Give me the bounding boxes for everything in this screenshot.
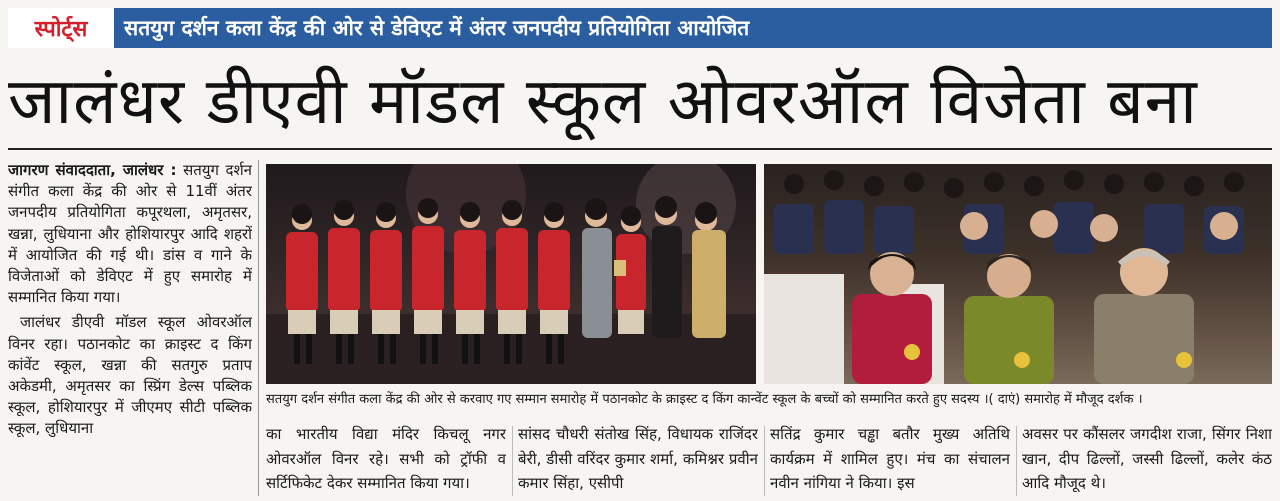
column-divider bbox=[764, 426, 765, 496]
article-column-2: सांसद चौधरी संतोख सिंह, विधायक राजिंदर बेरी, डीसी वरिंदर कुमार शर्मा, कमिश्नर प्रवीन कमार सिंहा, एसीपी bbox=[518, 425, 758, 492]
audience-photo bbox=[764, 164, 1272, 384]
para1-text: सतयुग दर्शन संगीत कला केंद्र की ओर से 11वीं अंतर जनपदीय प्रतियोगिता कपूरथला, अमृतसर, खन्ना, लुधियाना और होशियारपुर आदि शहरों में आयोजित की गई थी। डांस व गाने के विजेताओं को डेविएट में हुए समारोह में सम्मानित किया गया। bbox=[8, 161, 252, 307]
section-tag bbox=[8, 8, 114, 48]
section-label: स्पोर्ट्स bbox=[34, 17, 88, 42]
column-divider bbox=[512, 426, 513, 496]
dateline: जागरण संवाददाता, जालंधर : bbox=[8, 161, 177, 179]
column-divider bbox=[258, 160, 259, 496]
lead-paragraph bbox=[8, 160, 252, 308]
award-ceremony-illustration bbox=[266, 164, 756, 384]
column-divider bbox=[1016, 426, 1017, 496]
article-column-4: अवसर पर कौंसलर जगदीश राजा, सिंगर निशा खान, दीप ढिल्लों, जस्सी ढिल्लों, कलेर कंठ आदि मौजूद थे। bbox=[1022, 425, 1272, 492]
kicker: सतयुग दर्शन कला केंद्र की ओर से डेविएट में अंतर जनपदीय प्रतियोगिता आयोजित bbox=[124, 16, 750, 40]
headline: जालंधर डीएवी मॉडल स्कूल ओवरऑल विजेता बना bbox=[8, 65, 1198, 139]
article-lead-column bbox=[8, 160, 252, 496]
article-column-3: सतिंद्र कुमार चड्ढा बतौर मुख्य अतिथि कार्यक्रम में शामिल हुए। मंच का संचालन नवीन नांगिया ने किया। इस bbox=[770, 425, 1010, 492]
second-paragraph: जालंधर डीएवी मॉडल स्कूल ओवरऑल विनर रहा। पठानकोट का क्राइस्ट द किंग कांवेंट स्कूल, खन्ना की सतगुरु प्रताप अकेडमी, अमृतसर का स्प्रिंग डेल्स पब्लिक स्कूल, होशियारपुर में जीएमए सीटी पब्लिक स्कूल, लुधियाना bbox=[8, 313, 252, 438]
photo-caption: सतयुग दर्शन संगीत कला केंद्र की ओर से करवाए गए सम्मान समारोह में पठानकोट के क्राइस्ट द किंग कान्वेंट स्कूल के बच्चों को सम्मानित करते हुए सदस्य ।( दाएं) समारोह में मौजूद दर्शक । bbox=[266, 392, 1143, 407]
article-column-1: का भारतीय विद्या मंदिर किचलू नगर ओवरऑल विनर रहे। सभी को ट्रॉफी व सर्टिफिकेट देकर सम्मानित किया गया। bbox=[266, 425, 506, 492]
audience-illustration bbox=[764, 164, 1272, 384]
award-ceremony-photo bbox=[266, 164, 756, 384]
headline-rule bbox=[8, 148, 1272, 150]
